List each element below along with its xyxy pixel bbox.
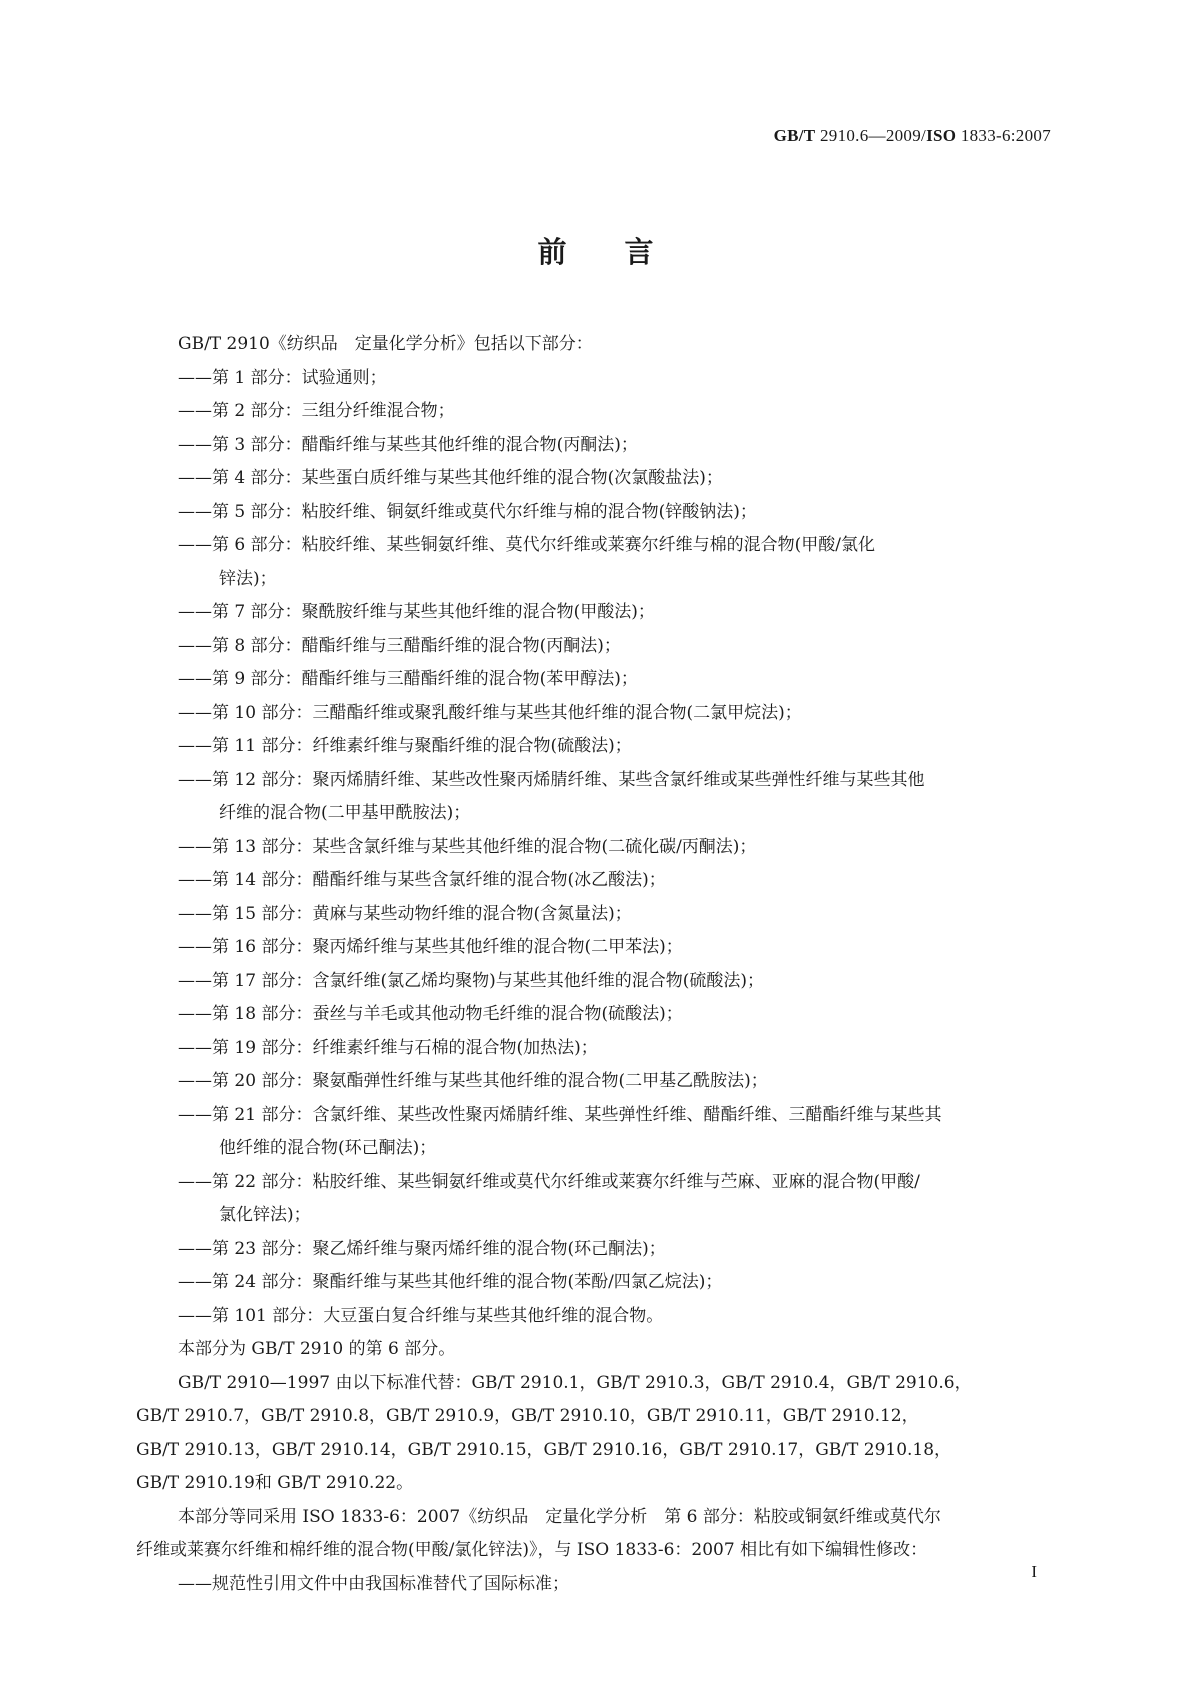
part-item: ——第 22 部分：粘胶纤维、某些铜氨纤维或莫代尔纤维或莱赛尔纤维与苎麻、亚麻的混合物(甲酸/ <box>178 1171 920 1192</box>
part-item-continued: 氯化锌法)； <box>219 1205 311 1225</box>
replaces-line: GB/T 2910—1997 由以下标准代替：GB/T 2910.1，GB/T 2910.3，GB/T 2910.4，GB/T 2910.6， <box>178 1372 972 1393</box>
part-item: ——第 101 部分：大豆蛋白复合纤维与某些其他纤维的混合物。 <box>178 1305 664 1326</box>
part-item: ——第 4 部分：某些蛋白质纤维与某些其他纤维的混合物(次氯酸盐法)； <box>178 468 723 488</box>
part-item: ——第 6 部分：粘胶纤维、某些铜氨纤维、莫代尔纤维或莱赛尔纤维与棉的混合物(甲酸/氯化 <box>178 535 875 555</box>
standard-code-iso-number: 1833-6:2007 <box>956 126 1051 145</box>
part-item: ——第 18 部分：蚕丝与羊毛或其他动物毛纤维的混合物(硫酸法)； <box>178 1004 683 1024</box>
standard-code-gbt: GB/T <box>773 126 816 145</box>
part-item: ——第 24 部分：聚酯纤维与某些其他纤维的混合物(苯酚/四氯乙烷法)； <box>178 1272 723 1292</box>
part-item: ——第 23 部分：聚乙烯纤维与聚丙烯纤维的混合物(环己酮法)； <box>178 1238 666 1259</box>
standard-code <box>774 126 1051 146</box>
part-item: ——第 21 部分：含氯纤维、某些改性聚丙烯腈纤维、某些弹性纤维、醋酯纤维、三醋酯纤维与某些其 <box>178 1104 942 1125</box>
part-item: ——第 13 部分：某些含氯纤维与某些其他纤维的混合物(二硫化碳/丙酮法)； <box>178 836 757 857</box>
part-item: ——第 16 部分：聚丙烯纤维与某些其他纤维的混合物(二甲苯法)； <box>178 937 683 957</box>
foreword-body <box>136 328 1056 1601</box>
part-item: ——第 10 部分：三醋酯纤维或聚乳酸纤维与某些其他纤维的混合物(二氯甲烷法)； <box>178 702 802 723</box>
adoption-line: 本部分等同采用 ISO 1833-6：2007《纺织品 定量化学分析 第 6 部分：粘胶或铜氨纤维或莫代尔 <box>178 1506 941 1527</box>
part-item: ——第 17 部分：含氯纤维(氯乙烯均聚物)与某些其他纤维的混合物(硫酸法)； <box>178 970 764 991</box>
standard-code-iso: ISO <box>926 126 957 145</box>
standard-code-number: 2910.6—2009/ <box>815 126 927 145</box>
part-item: ——第 5 部分：粘胶纤维、铜氨纤维或莫代尔纤维与棉的混合物(锌酸钠法)； <box>178 501 757 522</box>
part-item: ——第 19 部分：纤维素纤维与石棉的混合物(加热法)； <box>178 1037 598 1058</box>
part-item: ——第 3 部分：醋酯纤维与某些其他纤维的混合物(丙酮法)； <box>178 434 638 455</box>
replaces-line: GB/T 2910.19和 GB/T 2910.22。 <box>136 1473 414 1493</box>
part-item: ——第 14 部分：醋酯纤维与某些含氯纤维的混合物(冰乙酸法)； <box>178 870 666 890</box>
page-title: 前言 <box>537 235 712 269</box>
adoption-line: 纤维或莱赛尔纤维和棉纤维的混合物(甲酸/氯化锌法)》，与 ISO 1833-6：2007 相比有如下编辑性修改： <box>136 1540 928 1560</box>
part-item: ——第 15 部分：黄麻与某些动物纤维的混合物(含氮量法)； <box>178 903 632 924</box>
this-part-paragraph: 本部分为 GB/T 2910 的第 6 部分。 <box>178 1339 456 1359</box>
replaces-line: GB/T 2910.13，GB/T 2910.14，GB/T 2910.15，GB/T 2910.16，GB/T 2910.17，GB/T 2910.18， <box>136 1439 952 1460</box>
part-item: ——第 1 部分：试验通则； <box>178 367 387 388</box>
part-item: ——第 9 部分：醋酯纤维与三醋酯纤维的混合物(苯甲醇法)； <box>178 669 638 689</box>
page-number: I <box>1031 1562 1037 1581</box>
replaces-line: GB/T 2910.7，GB/T 2910.8，GB/T 2910.9，GB/T 2910.10，GB/T 2910.11，GB/T 2910.12， <box>136 1406 919 1426</box>
part-item: ——第 7 部分：聚酰胺纤维与某些其他纤维的混合物(甲酸法)； <box>178 602 655 622</box>
part-item-continued: 纤维的混合物(二甲基甲酰胺法)； <box>219 803 471 823</box>
part-item: ——第 20 部分：聚氨酯弹性纤维与某些其他纤维的混合物(二甲基乙酰胺法)； <box>178 1071 768 1091</box>
intro-paragraph: GB/T 2910《纺织品 定量化学分析》包括以下部分： <box>178 334 593 354</box>
part-item: ——第 11 部分：纤维素纤维与聚酯纤维的混合物(硫酸法)； <box>178 736 632 756</box>
part-item: ——第 8 部分：醋酯纤维与三醋酯纤维的混合物(丙酮法)； <box>178 635 621 656</box>
modification-item: ——规范性引用文件中由我国标准替代了国际标准； <box>178 1573 569 1594</box>
part-item: ——第 12 部分：聚丙烯腈纤维、某些改性聚丙烯腈纤维、某些含氯纤维或某些弹性纤维与某些其他 <box>178 769 925 790</box>
part-item: ——第 2 部分：三组分纤维混合物； <box>178 401 455 421</box>
part-item-continued: 他纤维的混合物(环己酮法)； <box>219 1138 437 1158</box>
part-item-continued: 锌法)； <box>219 568 277 589</box>
